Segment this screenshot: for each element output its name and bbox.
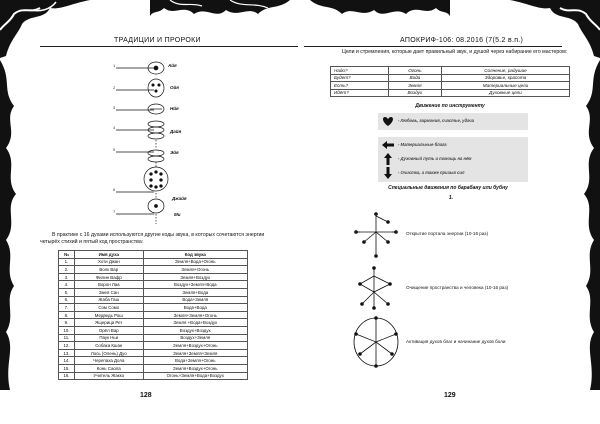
row-number: 2. <box>59 266 75 274</box>
aim-cell: Материальные цели <box>441 82 569 90</box>
page-header: ТРАДИЦИИ И ПРОРОКИ <box>114 37 201 44</box>
drum-pattern-diagram <box>350 314 404 370</box>
spirit-name-cell: Учитель Жакко <box>75 372 144 380</box>
chakra-number: 2 <box>113 85 116 90</box>
row-number: 8. <box>59 311 75 319</box>
table-row <box>59 319 248 327</box>
sound-code-cell: Вода+Вода <box>143 304 247 312</box>
chakra-label: Нйя <box>170 106 179 111</box>
page-number: 129 <box>444 392 456 399</box>
spirit-code-table-body <box>59 258 248 380</box>
sound-code-cell: Вода+Земля+Огонь <box>143 357 247 365</box>
spirit-name-cell: Филин Вафр <box>75 273 144 281</box>
page-header: АПОКРИФ-106: 08.2016 (7(5.2 в.п.) <box>400 37 524 44</box>
sound-code-cell: Земля+Вода+Огонь <box>143 258 247 266</box>
chakra-label: Айя <box>168 63 177 68</box>
row-number: 1. <box>59 258 75 266</box>
row-number: 4. <box>59 281 75 289</box>
spirit-name-cell: Лось (Олень) Дуо <box>75 349 144 357</box>
table-row <box>59 266 248 274</box>
sound-code-cell: Вода+Земля <box>143 296 247 304</box>
table-row <box>59 258 248 266</box>
table-row <box>59 326 248 334</box>
top-flame-ornament-icon <box>150 0 290 30</box>
chakra-diagram <box>110 56 220 228</box>
aim-cell: Солнение, радушие <box>441 67 569 75</box>
question-cell: Есть? <box>331 82 389 90</box>
table-row <box>331 82 570 90</box>
drum-pattern-label: Активация духов благ и начинание духов боли <box>406 339 506 344</box>
table-row <box>331 89 570 97</box>
row-number: 5. <box>59 288 75 296</box>
drum-pattern-label: Открытие портала энергии (10-16 раз) <box>406 231 488 236</box>
spirit-name-cell: Конь Саола <box>75 364 144 372</box>
sound-code-cell: Воздух+Земля+Вода <box>143 281 247 289</box>
chakra-number: 6 <box>113 187 116 192</box>
drum-movements-title: Специальные движения по барабану или бубну <box>388 185 508 191</box>
movement-label: - Материальные блага <box>398 142 447 147</box>
chakra-circle <box>148 150 164 156</box>
top-flame-ornament-icon <box>310 0 450 30</box>
chakra-circle <box>148 121 164 127</box>
row-number: 10. <box>59 326 75 334</box>
spirit-name-cell: Жаба Гаш <box>75 296 144 304</box>
table-header-row <box>59 251 248 259</box>
table-row <box>59 342 248 350</box>
element-cell: Огонь <box>388 67 441 75</box>
row-number: 6. <box>59 296 75 304</box>
page-number: 128 <box>140 392 152 399</box>
chakra-label: Дайя <box>170 129 182 134</box>
row-number: 15. <box>59 364 75 372</box>
element-cell: Воздух <box>388 89 441 97</box>
drum-pattern-diagram <box>350 262 402 314</box>
sound-code-cell: Воздух+Земля <box>143 334 247 342</box>
spirit-name-cell: Сом Сомо <box>75 304 144 312</box>
sound-code-cell: Земля+Земля+Огонь <box>143 311 247 319</box>
intro-paragraph: Цели и стремления, которые дает правильный звук, и душой через набирание его мастером: <box>342 49 568 55</box>
chakra-circle <box>148 79 164 97</box>
table-row <box>59 334 248 342</box>
chakra-label: Эйя <box>170 150 179 155</box>
chakra-number: 5 <box>113 147 116 152</box>
table-row <box>59 288 248 296</box>
sound-code-cell: Земля+Воздух <box>143 273 247 281</box>
right-page <box>300 0 600 424</box>
spirit-name-cell: Орёл Вар <box>75 326 144 334</box>
aims-table <box>330 66 570 97</box>
sound-code-cell: Земля+Огонь <box>143 266 247 274</box>
spirit-name-cell: Волк Вар <box>75 266 144 274</box>
movement-row <box>378 165 528 182</box>
column-header: Имя духа <box>75 251 144 259</box>
sound-code-cell: Земля+Воздух+Огонь <box>143 364 247 372</box>
sound-code-cell: Земля +Вода+Воздух <box>143 319 247 327</box>
table-row <box>59 364 248 372</box>
spirit-name-cell: Змея Сан <box>75 288 144 296</box>
chakra-number: 7 <box>113 209 116 214</box>
corner-ornament-icon <box>0 0 90 58</box>
flame-ornament-icon <box>0 60 26 390</box>
drum-pattern-diagram <box>350 208 402 260</box>
sound-code-cell: Воздух+Воздух <box>143 326 247 334</box>
row-number: 3. <box>59 273 75 281</box>
question-cell: Будет? <box>331 74 389 82</box>
chakra-number: 1 <box>113 63 116 68</box>
element-cell: Земля <box>388 82 441 90</box>
question-cell: Надо? <box>331 67 389 75</box>
drum-marker: 1. <box>448 195 454 201</box>
spirit-name-cell: Паук Ньи <box>75 334 144 342</box>
heart-icon <box>381 114 395 128</box>
sound-code-cell: Земля+Земля+Земля <box>143 349 247 357</box>
row-number: 12. <box>59 342 75 350</box>
row-number: 14. <box>59 357 75 365</box>
spirit-name-cell: Хоти Джан <box>75 258 144 266</box>
spirit-name-cell: Ящерица Рет <box>75 319 144 327</box>
sound-code-cell: Огонь+Земля+Вода+Воздух <box>143 372 247 380</box>
arrow-down-icon <box>381 166 395 180</box>
chakra-number: 4 <box>113 125 116 130</box>
table-row <box>59 357 248 365</box>
column-header: Код звука <box>143 251 247 259</box>
chakra-number: 3 <box>113 105 116 110</box>
movement-label: - Очистка, а также призыв сил <box>398 170 465 175</box>
spirit-name-cell: Черепаха Дола <box>75 357 144 365</box>
movement-label: - Любовь, гармония, счастье, удача <box>398 118 475 123</box>
aims-table-body <box>331 67 570 97</box>
chakra-label: Ми <box>174 212 181 217</box>
aim-cell: Духовные цели <box>441 89 569 97</box>
flame-ornament-icon <box>574 60 600 390</box>
table-row <box>59 296 248 304</box>
row-number: 16. <box>59 372 75 380</box>
movement-label: - Духовный путь и помощь на нём <box>398 156 472 161</box>
header-rule <box>304 46 562 47</box>
intro-paragraph: В практике с 16 духами используются другие коды звука, в которых сочетаются энергии четырёх стихий и пятый код пространства: <box>40 232 265 245</box>
header-rule <box>40 46 298 47</box>
arrow-left-icon <box>381 138 395 152</box>
table-row <box>59 281 248 289</box>
spirit-code-table <box>58 250 248 380</box>
element-cell: Вода <box>388 74 441 82</box>
chakra-label: Джайя <box>172 196 187 201</box>
table-row <box>59 304 248 312</box>
row-number: 13. <box>59 349 75 357</box>
aim-cell: Здоровье, красота <box>441 74 569 82</box>
column-header: № <box>59 251 75 259</box>
table-row <box>331 67 570 75</box>
spirit-name-cell: Медведь Рош <box>75 311 144 319</box>
chakra-label: Ойя <box>170 85 179 90</box>
sound-code-cell: Земля+Воздух+Огонь <box>143 342 247 350</box>
row-number: 7. <box>59 304 75 312</box>
row-number: 9. <box>59 319 75 327</box>
drum-pattern-label: Очищение пространства и человека (10-16 раз) <box>406 285 509 290</box>
table-row <box>59 349 248 357</box>
movements-title: Движение по инструменту <box>415 103 485 109</box>
spirit-name-cell: Собака Кшан <box>75 342 144 350</box>
row-number: 11. <box>59 334 75 342</box>
arrow-up-icon <box>381 152 395 166</box>
sound-code-cell: Земля+Вода <box>143 288 247 296</box>
table-row <box>59 372 248 380</box>
table-row <box>331 74 570 82</box>
question-cell: Идёт? <box>331 89 389 97</box>
table-row <box>59 311 248 319</box>
spirit-name-cell: Ворон Лаа <box>75 281 144 289</box>
table-row <box>59 273 248 281</box>
movement-row <box>378 113 528 130</box>
